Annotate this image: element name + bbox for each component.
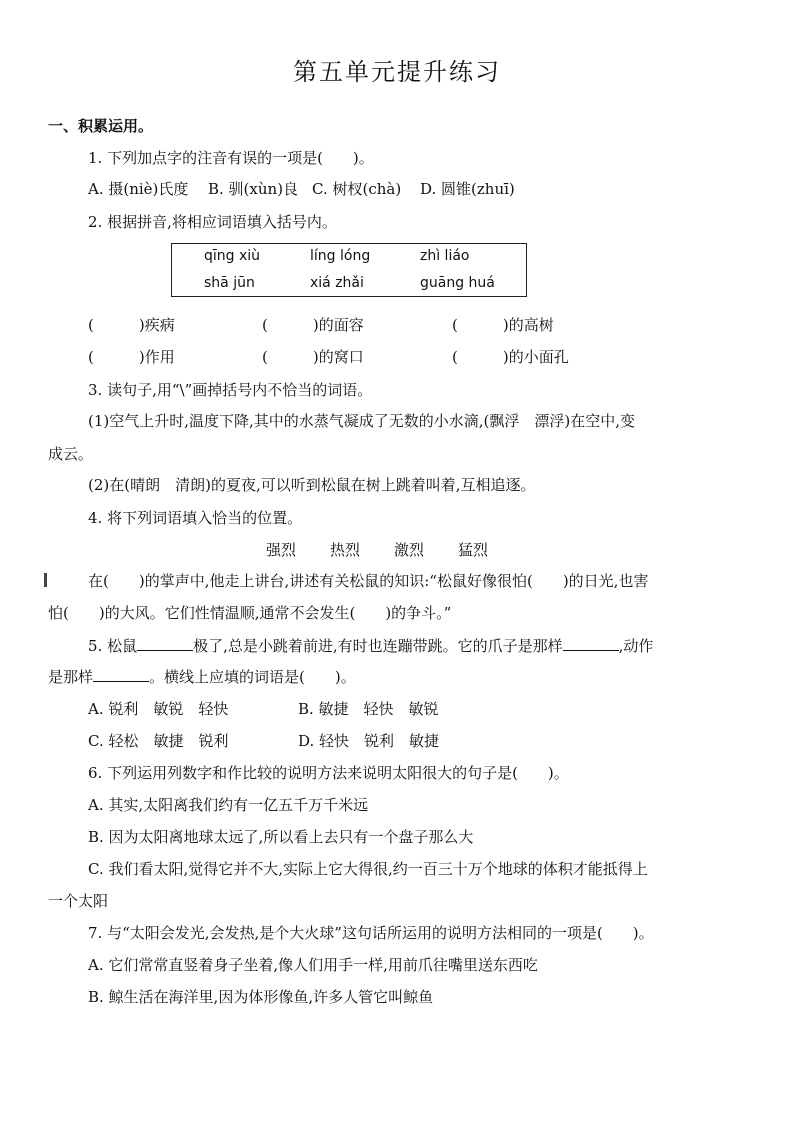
q5-blank bbox=[563, 636, 619, 651]
q6-option-c-cont: 一个太阳 bbox=[48, 892, 109, 910]
q2-blank: ( )疾病 bbox=[88, 316, 175, 334]
q4-word: 强烈 bbox=[266, 541, 297, 559]
q2-blank: ( )作用 bbox=[88, 348, 175, 366]
q6-stem: 6. 下列运用列数字和作比较的说明方法来说明太阳很大的句子是( )。 bbox=[88, 764, 569, 782]
q3-sentence-1: (1)空气上升时,温度下降,其中的水蒸气凝成了无数的小水滴,(飘浮 漂浮)在空中,变 bbox=[88, 412, 636, 430]
q5-text: 5. 松鼠 bbox=[88, 637, 138, 655]
q5-text: 是那样 bbox=[48, 668, 94, 686]
q4-stem: 4. 将下列词语填入恰当的位置。 bbox=[88, 509, 303, 527]
q4-line-1: 在( )的掌声中,他走上讲台,讲述有关松鼠的知识:“松鼠好像很怕( )的日光,也害 bbox=[88, 572, 649, 590]
pinyin-box bbox=[171, 243, 527, 297]
q5-line-2 bbox=[48, 667, 356, 687]
pinyin-item: shā jūn bbox=[204, 275, 255, 291]
q6-option-a: A. 其实,太阳离我们约有一亿五千万千米远 bbox=[88, 796, 369, 814]
pinyin-item: líng lóng bbox=[310, 248, 371, 264]
q3-stem: 3. 读句子,用“\”画掉括号内不恰当的词语。 bbox=[88, 381, 373, 399]
pinyin-item: xiá zhǎi bbox=[310, 275, 364, 291]
pinyin-item: guāng huá bbox=[420, 275, 495, 291]
q5-option-a: A. 锐利 敏锐 轻快 bbox=[88, 700, 229, 718]
scan-mark bbox=[44, 573, 47, 587]
q2-blank: ( )的面容 bbox=[262, 316, 364, 334]
q4-word: 热烈 bbox=[330, 541, 361, 559]
q5-blank bbox=[93, 667, 149, 682]
q7-stem: 7. 与“太阳会发光,会发热,是个大火球”这句话所运用的说明方法相同的一项是( )。 bbox=[88, 924, 654, 942]
q1-stem: 1. 下列加点字的注音有误的一项是( )。 bbox=[88, 149, 374, 167]
q1-option-a: A. 摄(niè)氏度 bbox=[88, 180, 189, 198]
q2-blank: ( )的高树 bbox=[452, 316, 554, 334]
q4-word: 猛烈 bbox=[458, 541, 489, 559]
page-title: 第五单元提升练习 bbox=[293, 58, 501, 86]
pinyin-item: zhì liáo bbox=[420, 248, 470, 264]
q1-option-c: C. 树杈(chà) bbox=[312, 180, 402, 198]
q4-line-2: 怕( )的大风。它们性情温顺,通常不会发生( )的争斗。” bbox=[48, 604, 452, 622]
q6-option-b: B. 因为太阳离地球太远了,所以看上去只有一个盘子那么大 bbox=[88, 828, 474, 846]
q1-option-b: B. 驯(xùn)良 bbox=[208, 180, 299, 198]
q3-sentence-1-cont: 成云。 bbox=[48, 445, 94, 463]
q7-option-a: A. 它们常常直竖着身子坐着,像人们用手一样,用前爪往嘴里送东西吃 bbox=[88, 956, 538, 974]
q5-option-b: B. 敏捷 轻快 敏锐 bbox=[298, 700, 439, 718]
q5-blank bbox=[137, 636, 193, 651]
q6-option-c: C. 我们看太阳,觉得它并不大,实际上它大得很,约一百三十万个地球的体积才能抵得上 bbox=[88, 860, 648, 878]
q5-text: 极了,总是小跳着前进,有时也连蹦带跳。它的爪子是那样 bbox=[193, 637, 563, 655]
q2-stem: 2. 根据拼音,将相应词语填入括号内。 bbox=[88, 213, 337, 231]
q2-blank: ( )的小面孔 bbox=[452, 348, 569, 366]
section-heading: 一、积累运用。 bbox=[48, 117, 154, 135]
q2-blank: ( )的窝口 bbox=[262, 348, 364, 366]
q5-option-c: C. 轻松 敏捷 锐利 bbox=[88, 732, 229, 750]
q3-sentence-2: (2)在(晴朗 清朗)的夏夜,可以听到松鼠在树上跳着叫着,互相追逐。 bbox=[88, 476, 536, 494]
q4-word: 激烈 bbox=[394, 541, 425, 559]
pinyin-item: qīng xiù bbox=[204, 248, 261, 264]
q7-option-b: B. 鲸生活在海洋里,因为体形像鱼,许多人管它叫鲸鱼 bbox=[88, 988, 434, 1006]
q1-option-d: D. 圆锥(zhuī) bbox=[420, 180, 515, 198]
q5-line-1 bbox=[88, 636, 653, 656]
q5-text: 。横线上应填的词语是( )。 bbox=[149, 668, 356, 686]
q5-text: ,动作 bbox=[618, 637, 654, 655]
q5-option-d: D. 轻快 锐利 敏捷 bbox=[298, 732, 440, 750]
